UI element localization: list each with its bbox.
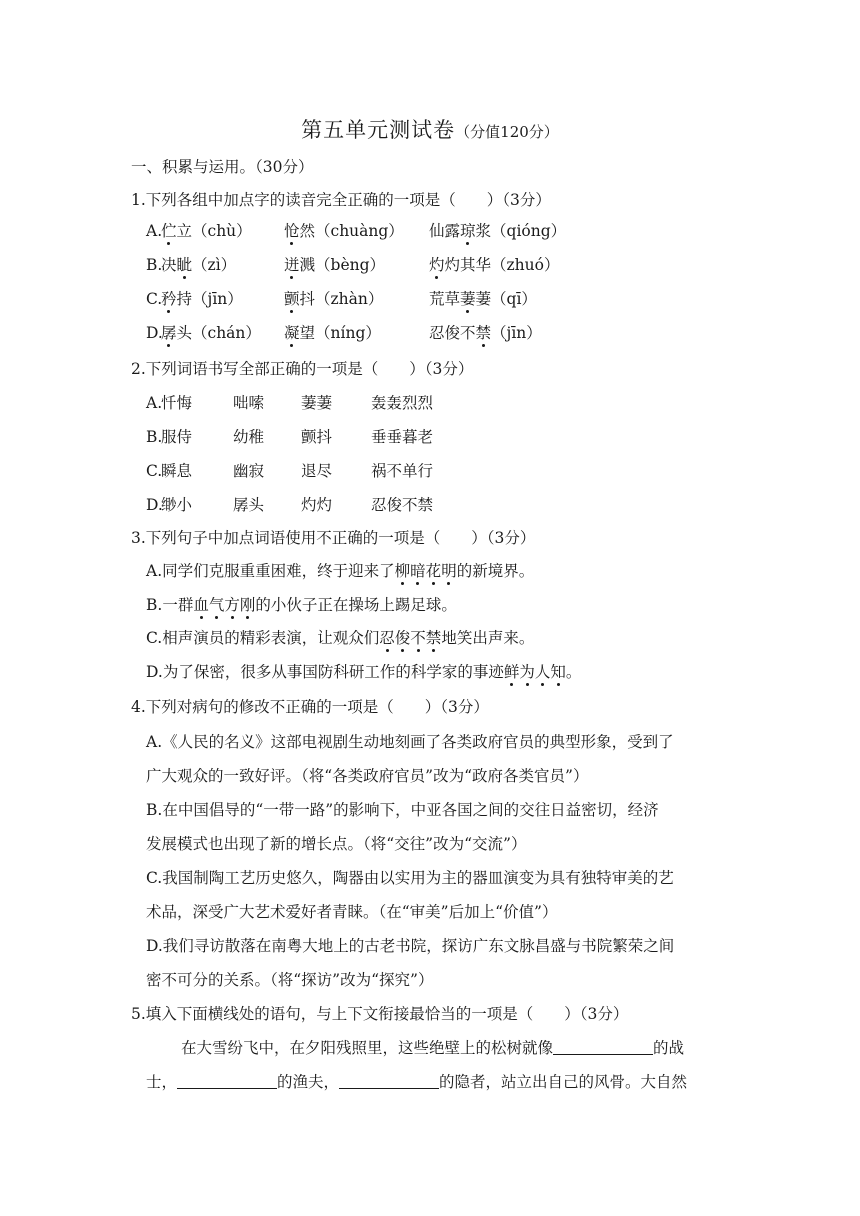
word: 幼稚 (233, 428, 265, 446)
q4-option-continuation: 广大观众的一致好评。（将“各类政府官员”改为“政府各类官员”） (146, 767, 589, 785)
dotted-char: 明 (441, 562, 457, 580)
dotted-char: 伫 (161, 222, 177, 240)
option-label: D. (146, 663, 163, 681)
dotted-char: 血 (193, 596, 209, 614)
item-text: 荒草 (429, 290, 461, 308)
item-text: 萋（qī） (475, 290, 537, 308)
item-text: 决 (161, 256, 177, 274)
q1-stem: 1.下列各组中加点字的读音完全正确的一项是（ ）（3分） (131, 191, 551, 209)
item-text: 溅（bèng） (299, 256, 386, 274)
dotted-char: 眦 (176, 256, 193, 274)
option-label: C. (146, 462, 163, 480)
dotted-char: 为 (519, 663, 535, 681)
dotted-char: 矜 (161, 290, 177, 308)
fill-blank[interactable] (553, 1038, 653, 1055)
option-item (284, 254, 385, 276)
option-item (429, 288, 537, 310)
dotted-char: 知 (550, 663, 566, 681)
dotted-char: 灼 (429, 256, 445, 274)
q5-text: 在大雪纷飞中，在夕阳残照里，这些绝壁上的松树就像 (181, 1039, 554, 1057)
q5-text: 士， (146, 1073, 178, 1091)
dotted-char: 孱 (161, 324, 177, 342)
dotted-char: 颤 (284, 290, 300, 308)
option-label: C. (146, 290, 163, 308)
word: 灼灼 (301, 496, 333, 514)
dotted-char: 禁 (475, 324, 492, 342)
q4-option-c[interactable]: C.我国制陶工艺历史悠久，陶器由以实用为主的器皿演变为具有独特审美的艺 (146, 869, 674, 887)
dotted-char: 琼 (460, 222, 476, 240)
option-label: A. (146, 562, 163, 580)
dotted-char: 柳 (394, 562, 411, 580)
option-item (161, 322, 261, 344)
word: 孱头 (233, 496, 265, 514)
item-text: 忍俊不 (429, 324, 476, 342)
dotted-char: 气 (208, 596, 225, 614)
word: 垂垂暮老 (371, 428, 434, 446)
dotted-char: 刚 (239, 596, 256, 614)
item-text: 抖（zhàn） (299, 290, 384, 308)
fill-blank[interactable] (177, 1072, 277, 1089)
q4-option-continuation: 术品，深受广大艺术爱好者青睐。（在“审美”后加上“价值”） (146, 903, 558, 921)
sentence-text: 。 (565, 663, 582, 681)
dotted-char: 忍 (379, 629, 395, 647)
dotted-char: 鲜 (503, 663, 520, 681)
word: 忏悔 (161, 394, 193, 412)
option-label: B. (146, 596, 163, 614)
option-label: B. (146, 428, 163, 446)
item-text: 浆（qióng） (475, 222, 567, 240)
word: 祸不单行 (371, 462, 434, 480)
option-label: B. (146, 256, 163, 274)
q5-text: 的战 (653, 1039, 685, 1057)
item-text: 立（chù） (176, 222, 252, 240)
item-text: 持（jīn） (176, 290, 243, 308)
q4-option-d[interactable]: D.我们寻访散落在南粤大地上的古老书院，探访广东文脉昌盛与书院繁荣之间 (146, 937, 675, 955)
word: 轰轰烈烈 (371, 394, 434, 412)
dotted-char: 方 (224, 596, 240, 614)
dotted-char: 怆 (284, 222, 300, 240)
option-item (429, 254, 559, 276)
q3-option-c[interactable] (146, 627, 534, 649)
q4-stem: 4.下列对病句的修改不正确的一项是（ ）（3分） (131, 698, 489, 716)
dotted-char: 俊 (394, 629, 411, 647)
sentence-text: 同学们克服重重困难，终于迎来了 (162, 562, 395, 580)
option-item (161, 220, 252, 242)
sentence-text: 为了保密，很多从事国防科研工作的科学家的事迹 (162, 663, 504, 681)
q4-option-continuation: 密不可分的关系。（将“探访”改为“探究”） (146, 971, 434, 989)
option-item (161, 254, 236, 276)
word: 咄嗦 (233, 394, 265, 412)
item-text: 望（níng） (299, 324, 381, 342)
q5-passage-line-2 (146, 1071, 687, 1093)
q3-option-b[interactable] (146, 594, 457, 616)
word: 忍俊不禁 (371, 496, 434, 514)
dotted-char: 萋 (460, 290, 476, 308)
q5-text: 的渔夫， (277, 1073, 340, 1091)
option-item (284, 288, 383, 310)
option-item (429, 322, 542, 344)
title-main: 第五单元测试卷 (301, 118, 456, 142)
option-item (284, 322, 381, 344)
title-score: （分值120分） (455, 123, 559, 141)
dotted-char: 禁 (425, 629, 442, 647)
word: 退尽 (301, 462, 333, 480)
sentence-text: 相声演员的精彩表演，让观众们 (162, 629, 380, 647)
q5-stem: 5.填入下面横线处的语句，与上下文衔接最恰当的一项是（ ）（3分） (131, 1005, 629, 1023)
q4-option-a[interactable]: A.《人民的名义》这部电视剧生动地刻画了各类政府官员的典型形象，受到了 (146, 733, 674, 751)
dotted-char: 迸 (284, 256, 300, 274)
q3-option-a[interactable] (146, 560, 534, 582)
item-text: 仙露 (429, 222, 461, 240)
dotted-char: 不 (410, 629, 426, 647)
dotted-char: 花 (425, 562, 442, 580)
word: 缈小 (161, 496, 193, 514)
option-label: D. (146, 496, 163, 514)
option-label: C. (146, 629, 163, 647)
sentence-text: 的小伙子正在操场上踢足球。 (255, 596, 457, 614)
q5-text: 的隐者，站立出自己的风骨。大自然 (439, 1073, 688, 1091)
item-text: 灼其华（zhuó） (444, 256, 560, 274)
q5-passage-line-1 (181, 1037, 684, 1059)
option-item (284, 220, 404, 242)
option-label: A. (146, 394, 163, 412)
q4-option-continuation: 发展模式也出现了新的增长点。（将“交往”改为“交流”） (146, 835, 527, 853)
item-text: （zì） (192, 256, 237, 274)
option-label: D. (146, 324, 163, 342)
page-title (0, 114, 860, 144)
q2-stem: 2.下列词语书写全部正确的一项是（ ）（3分） (131, 360, 474, 378)
q4-option-b[interactable]: B.在中国倡导的“一带一路”的影响下，中亚各国之间的交往日益密切，经济 (146, 801, 659, 819)
q3-option-d[interactable] (146, 661, 581, 683)
fill-blank[interactable] (339, 1072, 439, 1089)
option-item (429, 220, 566, 242)
option-label: A. (146, 222, 163, 240)
dotted-char: 暗 (410, 562, 426, 580)
word: 萋萋 (301, 394, 333, 412)
section-heading: 一、积累与运用。（30分） (131, 158, 314, 176)
word: 幽寂 (233, 462, 265, 480)
word: 颤抖 (301, 428, 333, 446)
dotted-char: 人 (534, 663, 551, 681)
sentence-text: 地笑出声来。 (441, 629, 535, 647)
item-text: （jīn） (491, 324, 542, 342)
item-text: 然（chuàng） (299, 222, 404, 240)
q3-stem: 3.下列句子中加点词语使用不正确的一项是（ ）（3分） (131, 529, 536, 547)
item-text: 头（chán） (176, 324, 261, 342)
dotted-char: 凝 (284, 324, 300, 342)
word: 瞬息 (161, 462, 193, 480)
sentence-text: 的新境界。 (456, 562, 535, 580)
word: 服侍 (161, 428, 193, 446)
sentence-text: 一群 (162, 596, 194, 614)
option-item (161, 288, 243, 310)
